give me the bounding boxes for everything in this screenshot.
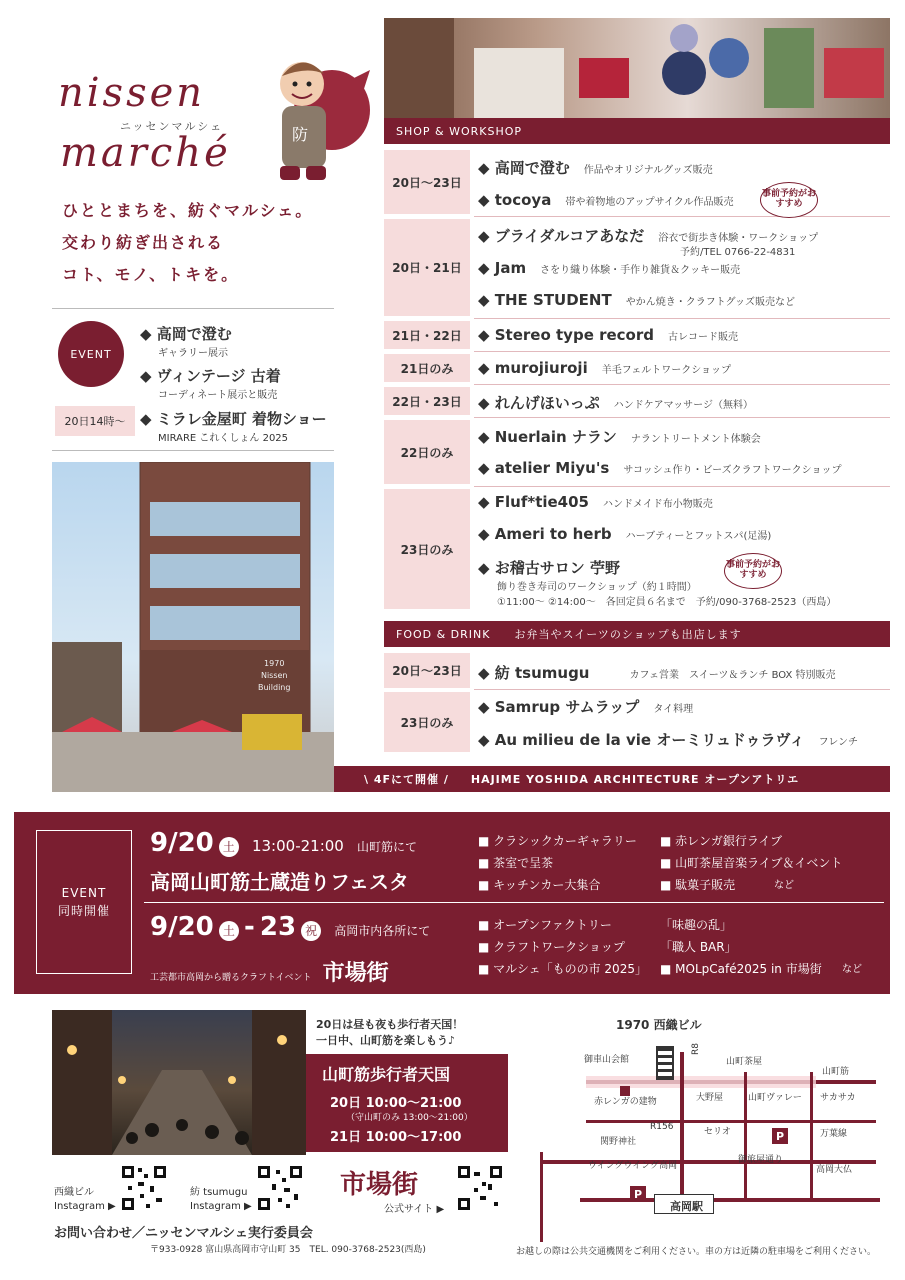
shop-desc: ハーブティーとフットスパ(足湯) xyxy=(625,531,772,542)
fes2-date: 9/20 xyxy=(150,912,214,942)
fes2-title: 市場街 xyxy=(322,960,389,986)
fes2-item: 「職人 BAR」 xyxy=(660,940,737,954)
section-header-label: FOOD & DRINK xyxy=(396,627,491,641)
map-label: 御車山会館 xyxy=(584,1055,630,1065)
row-divider xyxy=(474,486,890,487)
building-photo xyxy=(52,462,334,792)
fes1-item: ■ 駄菓子販売 xyxy=(660,878,736,892)
map-road xyxy=(580,1198,880,1202)
shop-name: ◆ murojiuroji xyxy=(478,359,588,377)
date-cell: 21日のみ xyxy=(384,354,470,382)
event-badge xyxy=(58,321,124,387)
map-label: 山町茶屋 xyxy=(726,1057,763,1067)
map-title: 1970 西織ビル xyxy=(616,1018,702,1032)
date-cell: 20日〜23日 xyxy=(384,653,470,688)
map-road xyxy=(680,1052,684,1202)
fes1-place: 山町筋にて xyxy=(356,840,417,854)
workshop-illustration xyxy=(384,18,890,118)
map-road xyxy=(810,1072,813,1202)
pedestrian-day-note: （守山町のみ 13:00〜21:00） xyxy=(346,1113,473,1123)
event-time-badge: 20日14時〜 xyxy=(55,406,135,436)
map-label: 山町ヴァレー xyxy=(748,1093,802,1103)
date-cell: 21日・22日 xyxy=(384,321,470,349)
atelier-prefix: \ 4Fにて開催 / xyxy=(364,773,449,786)
qr-label: 公式サイト ▶ xyxy=(384,1204,445,1215)
reservation-badge: 事前予約がおすすめ xyxy=(724,553,782,589)
shop-desc: 古レコード販売 xyxy=(668,332,738,343)
map-label: セリオ xyxy=(704,1127,731,1137)
qr-label xyxy=(54,1186,116,1214)
pedestrian-day: 21日 10:00〜17:00 xyxy=(330,1130,462,1145)
food-item xyxy=(478,696,693,717)
shop-desc: やかん焼き・クラフトグッズ販売など xyxy=(625,297,796,308)
shop-desc: さをり織り体験・手作り雑貨＆クッキー販売 xyxy=(540,265,741,276)
event-item-title: ◆ ミラレ金屋町 着物ショー xyxy=(140,410,327,428)
fes2-item: ■ マルシェ「ものの市 2025」 xyxy=(478,962,647,976)
shop-desc: ハンドケアマッサージ（無料） xyxy=(613,400,753,411)
map-label: R8 xyxy=(690,1043,701,1055)
shop-item xyxy=(478,191,733,209)
map-label: ウイングウイング高岡 xyxy=(588,1161,678,1171)
building-sign-line: Nissen xyxy=(260,671,288,680)
shop-name: ◆ ブライダルコアあなだ xyxy=(478,227,645,245)
label-line: EVENT xyxy=(61,886,107,900)
fes1-item: ■ 山町茶屋音楽ライブ＆イベント xyxy=(660,856,843,870)
shop-note: 飾り巻き寿司のワークショップ（約１時間） xyxy=(497,582,697,593)
row-divider xyxy=(474,689,890,690)
map-road xyxy=(586,1120,876,1123)
shop-item xyxy=(478,157,713,178)
divider xyxy=(52,308,334,309)
fes2-day-of-week: 祝 xyxy=(301,921,321,941)
qr-label-line: 紡 tsumugu xyxy=(190,1187,248,1198)
fes1-item: ■ クラシックカーギャラリー xyxy=(478,834,637,848)
food-name: ◆ Samrup サムラップ xyxy=(478,698,640,716)
shop-name: ◆ お稽古サロン 苧野 xyxy=(478,559,620,577)
map-label: 御旅屋通り xyxy=(738,1155,784,1165)
label-line: 同時開催 xyxy=(57,904,110,918)
food-desc: フレンチ xyxy=(818,737,858,748)
building-sign-line: Building xyxy=(258,683,291,692)
food-item xyxy=(478,662,836,683)
fes1-date: 9/20 xyxy=(150,828,214,858)
building-illustration xyxy=(52,462,334,792)
divider xyxy=(52,450,334,451)
fes2-item: ■ MOLpCafé2025 in 市場街 xyxy=(660,962,822,976)
qr-code-icon[interactable] xyxy=(256,1164,304,1212)
fes2-item: 「味趣の乱」 xyxy=(660,918,733,932)
fes2-day-of-week: 土 xyxy=(219,921,239,941)
date-cell: 22日・23日 xyxy=(384,387,470,415)
qr-code-icon[interactable] xyxy=(456,1164,504,1212)
banner-divider xyxy=(144,902,884,903)
shop-tel: 予約/TEL 0766-22-4831 xyxy=(680,247,796,258)
fes2-title-row xyxy=(150,956,389,987)
fes2-date-row xyxy=(150,912,430,942)
section-header-note: お弁当やスイーツのショップも出店します xyxy=(514,628,742,641)
map-label: 赤レンガの建物 xyxy=(594,1097,657,1107)
map-station-label: 高岡駅 xyxy=(670,1200,703,1213)
shop-desc: 羊毛フェルトワークショップ xyxy=(601,365,732,376)
shop-item xyxy=(478,426,761,447)
food-item xyxy=(478,729,858,750)
shop-name: ◆ atelier Miyu's xyxy=(478,459,610,477)
map-road xyxy=(744,1072,747,1202)
fes2-dash: - xyxy=(243,912,255,942)
shop-name: ◆ Ameri to herb xyxy=(478,525,612,543)
map-label: 大野屋 xyxy=(696,1093,724,1103)
qr-code-icon[interactable] xyxy=(120,1164,168,1212)
map-road xyxy=(540,1152,543,1242)
row-divider xyxy=(474,384,890,385)
shop-item xyxy=(478,359,731,377)
ichibagai-logo: 市場街 xyxy=(340,1170,419,1200)
qr-label-line: 西織ビル xyxy=(54,1187,94,1198)
shop-desc: 浴衣で街歩き体験・ワークショップ xyxy=(658,233,819,244)
event-item-title: ◆ ヴィンテージ 古着 xyxy=(140,367,281,385)
shop-desc: 帯や着物地のアップサイクル作品販売 xyxy=(565,197,734,208)
row-divider xyxy=(474,318,890,319)
row-divider xyxy=(474,351,890,352)
map-label: 山町筋 xyxy=(822,1067,850,1077)
shop-name: ◆ Stereo type record xyxy=(478,326,654,344)
shop-item xyxy=(478,557,634,578)
building-sign-line: 1970 xyxy=(264,659,285,668)
fes1-etc: など xyxy=(774,880,794,891)
shop-name: ◆ THE STUDENT xyxy=(478,291,612,309)
reservation-badge: 事前予約がおすすめ xyxy=(760,182,818,218)
date-cell: 23日のみ xyxy=(384,692,470,752)
shop-item xyxy=(478,291,795,309)
date-cell: 23日のみ xyxy=(384,489,470,609)
atelier-strip xyxy=(334,766,890,792)
tagline-line-3: コト、モノ、トキを。 xyxy=(62,265,240,284)
fes1-item: ■ 茶室で呈茶 xyxy=(478,856,554,870)
fes2-date-end: 23 xyxy=(259,912,297,942)
shop-workshop-header xyxy=(384,118,890,144)
pedestrian-note: 一日中、山町筋を楽しもう♪ xyxy=(316,1034,456,1047)
concurrent-events-banner xyxy=(14,812,890,994)
shop-name: ◆ tocoya xyxy=(478,191,552,209)
map-label: 高岡大仏 xyxy=(816,1165,853,1175)
shop-name: ◆ 高岡で澄む xyxy=(478,159,570,177)
shop-name: ◆ Nuerlain ナラン xyxy=(478,428,617,446)
event-badge-label: EVENT xyxy=(70,347,112,361)
pedestrian-schedule-box xyxy=(306,1054,508,1152)
fes2-item: ■ オープンファクトリー xyxy=(478,918,612,932)
concurrent-event-label xyxy=(36,830,132,974)
atelier-text: HAJIME YOSHIDA ARCHITECTURE オープンアトリエ xyxy=(470,773,800,786)
street-night-photo xyxy=(52,1010,306,1155)
pedestrian-title: 山町筋歩行者天国 xyxy=(322,1065,451,1084)
food-desc: タイ料理 xyxy=(653,704,694,715)
building-sign xyxy=(258,658,290,694)
fes1-day-of-week: 土 xyxy=(219,837,239,857)
contact-address: 〒933-0928 富山県高岡市守山町 35 TEL. 090-3768-2523(西島) xyxy=(150,1245,426,1255)
access-map xyxy=(520,1012,890,1242)
shop-desc: ナラントリートメント体験会 xyxy=(630,434,761,445)
event-item-title: ◆ 高岡で澄む xyxy=(140,325,232,343)
row-divider xyxy=(474,216,890,217)
event-item-sub: MIRARE これくしょん 2025 xyxy=(158,433,289,444)
shop-item xyxy=(478,493,713,511)
fes2-item: ■ クラフトワークショップ xyxy=(478,940,625,954)
tagline-line-1: ひととまちを、紡ぐマルシェ。 xyxy=(62,201,314,220)
date-cell: 20日・21日 xyxy=(384,219,470,316)
shop-item xyxy=(478,259,740,277)
food-drink-header xyxy=(384,621,890,647)
logo-kana: ニッセンマルシェ xyxy=(120,120,224,133)
fes1-date-row xyxy=(150,828,417,858)
event-item-sub: ギャラリー展示 xyxy=(158,348,228,359)
food-name: ◆ 紡 tsumugu xyxy=(478,664,590,682)
logo-nissen: nissen xyxy=(58,70,206,116)
shop-item xyxy=(478,525,771,543)
street-illustration xyxy=(52,1010,306,1155)
section-header-label: SHOP & WORKSHOP xyxy=(396,124,523,138)
date-cell: 22日のみ xyxy=(384,420,470,484)
shop-note: ①11:00〜 ②14:00〜 各回定員６名まで 予約/090-3768-2523（西島） xyxy=(497,597,837,608)
fes1-title: 高岡山町筋土蔵造りフェスタ xyxy=(150,870,409,894)
shop-name: ◆ Jam xyxy=(478,259,527,277)
fes2-lead: 工芸都市高岡から贈るクラフトイベント xyxy=(150,973,312,983)
fes2-place: 高岡市内各所にて xyxy=(334,924,431,938)
transit-notice: お越しの際は公共交通機関をご利用ください。車の方は近隣の駐車場をご利用ください。 xyxy=(516,1247,877,1257)
mascot-illustration xyxy=(262,40,374,190)
pedestrian-day: 20日 10:00〜21:00 xyxy=(330,1096,462,1111)
map-label: R156 xyxy=(650,1122,674,1132)
event-item-sub: コーディネート展示と販売 xyxy=(158,390,278,401)
tagline-line-2: 交わり紡ぎ出される xyxy=(62,233,225,252)
contact-title: お問い合わせ／ニッセンマルシェ実行委員会 xyxy=(54,1226,313,1241)
shop-desc: 作品やオリジナルグッズ販売 xyxy=(583,165,713,176)
map-label: サカサカ xyxy=(820,1093,856,1103)
food-name: ◆ Au milieu de la vie オーミリュドゥラヴィ xyxy=(478,731,805,749)
parking-icon: P xyxy=(772,1128,788,1144)
shop-desc: ハンドメイド布小物販売 xyxy=(603,499,713,510)
map-label: 関野神社 xyxy=(600,1137,637,1147)
shop-item xyxy=(478,392,753,413)
fes1-item: ■ 赤レンガ銀行ライブ xyxy=(660,834,783,848)
fes1-item: ■ キッチンカー大集合 xyxy=(478,878,601,892)
shop-name: ◆ Fluf*tie405 xyxy=(478,493,589,511)
qr-label xyxy=(190,1186,252,1214)
shop-desc: サコッシュ作り・ビーズクラフトワークショップ xyxy=(623,465,842,476)
row-divider xyxy=(474,417,890,418)
qr-label-line: Instagram ▶ xyxy=(54,1201,116,1212)
svg-text:防: 防 xyxy=(292,125,309,144)
workshop-photo xyxy=(384,18,890,118)
map-label: 万葉線 xyxy=(820,1129,848,1139)
food-desc: カフェ営業 スイーツ＆ランチ BOX 特別販売 xyxy=(629,670,836,681)
fes2-etc: など xyxy=(842,964,862,975)
date-cell: 20日〜23日 xyxy=(384,150,470,214)
qr-label-line: Instagram ▶ xyxy=(190,1201,252,1212)
building-marker-icon xyxy=(656,1046,674,1080)
shop-item xyxy=(478,459,841,477)
pedestrian-note: 20日は昼も夜も歩行者天国！ xyxy=(316,1018,464,1031)
fes1-time: 13:00-21:00 xyxy=(251,837,344,855)
parking-icon: P xyxy=(630,1186,646,1202)
shop-item xyxy=(478,326,738,344)
shop-name: ◆ れんげほいっぷ xyxy=(478,394,600,412)
logo-marche: marché xyxy=(60,130,231,176)
